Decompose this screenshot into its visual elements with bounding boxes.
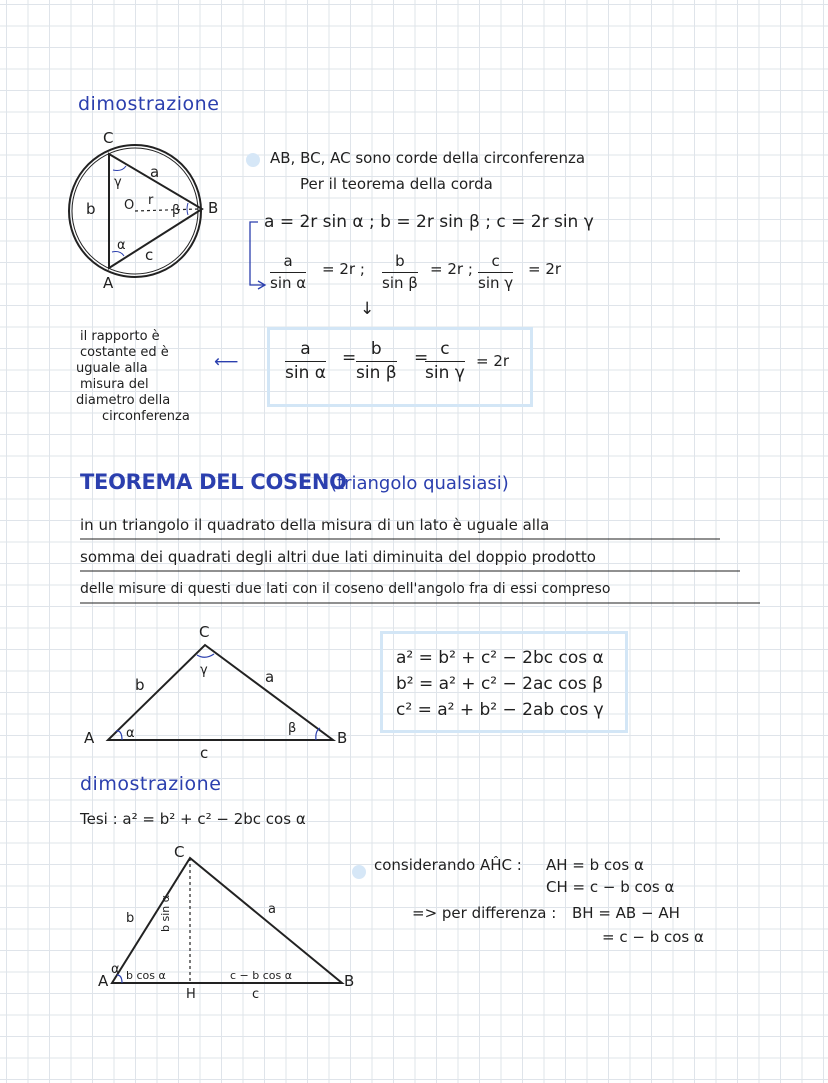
segment-ah-label: b cos α <box>126 969 166 982</box>
side-c-label-3: c <box>252 987 260 1002</box>
vertex-c-label: C <box>103 129 114 147</box>
ratio-a-den: sin α <box>270 273 307 292</box>
vertex-b-label-2: B <box>337 729 348 747</box>
angle-alpha-label-3: α <box>111 962 120 977</box>
ratio-a-num: a <box>283 252 293 270</box>
side-a-label-2: a <box>265 668 275 686</box>
cosine-formula-c: c² = a² + b² − 2ab cos γ <box>396 700 604 720</box>
side-c-label-2: c <box>200 744 209 762</box>
angle-alpha-label: α <box>117 238 126 253</box>
ratio-a-eq: = 2r ; <box>322 260 365 278</box>
angle-alpha-label-2: α <box>126 726 135 741</box>
foot-h-label: H <box>186 987 196 1002</box>
side-note-line-1: il rapporto è <box>80 329 160 344</box>
chords-note: AB, BC, AC sono corde della circonferenza <box>270 149 586 167</box>
bullet-point-2 <box>352 865 366 879</box>
proof-heading-1: dimostrazione <box>78 93 220 115</box>
radius-r-label: r <box>148 193 154 208</box>
angle-beta-label-2: β <box>288 721 297 736</box>
cosine-formula-b: b² = a² + c² − 2ac cos β <box>396 674 603 694</box>
vertex-a-label: A <box>103 274 114 292</box>
statement-line-3: delle misure di questi due lati con il coseno dell'angolo fra di essi compreso <box>80 581 611 597</box>
side-c-label: c <box>145 246 154 264</box>
boxed-d3: sin γ <box>425 362 465 383</box>
left-arrow: ⟵ <box>214 352 239 372</box>
ratio-c-eq: = 2r <box>528 260 562 278</box>
vertex-a-label-2: A <box>84 729 95 747</box>
side-note-line-6: circonferenza <box>102 409 190 424</box>
sine-law-expansion: a = 2r sin α ; b = 2r sin β ; c = 2r sin γ <box>264 212 594 232</box>
triangle-abc-3 <box>112 858 342 983</box>
statement-line-1: in un triangolo il quadrato della misura di un lato è uguale alla <box>80 516 550 534</box>
side-note-line-4: misura del <box>80 377 149 392</box>
side-b-label-3: b <box>126 911 135 926</box>
ah-equation: AH = b cos α <box>546 856 644 874</box>
down-arrow: ↓ <box>360 299 375 319</box>
vertex-a-label-3: A <box>98 972 109 990</box>
ratio-b-eq: = 2r ; <box>430 260 473 278</box>
boxed-eq2: = <box>414 348 429 368</box>
ratio-c-den: sin γ <box>478 273 514 292</box>
angle-beta-label: β <box>172 203 181 218</box>
side-note-line-3: uguale alla <box>76 361 148 376</box>
vertex-b-label: B <box>208 199 219 217</box>
side-note-line-2: costante ed è <box>80 345 169 360</box>
angle-gamma-label-2: γ <box>200 663 208 678</box>
boxed-n2: b <box>370 339 382 359</box>
ratio-b-num: b <box>395 252 405 270</box>
thesis-line: Tesi : a² = b² + c² − 2bc cos α <box>80 810 306 828</box>
ch-equation: CH = c − b cos α <box>546 878 675 896</box>
bh-equation: BH = AB − AH <box>572 904 680 922</box>
side-b-label: b <box>86 200 96 218</box>
height-label: b sin α <box>159 895 172 932</box>
side-note-line-5: diametro della <box>76 393 171 408</box>
proof-heading-2: dimostrazione <box>80 773 222 795</box>
boxed-d2: sin β <box>356 362 397 383</box>
vertex-c-label-2: C <box>199 623 210 641</box>
theorem-title: TEOREMA DEL COSENO <box>80 470 347 494</box>
bh-equation-result: = c − b cos α <box>602 928 704 946</box>
vertex-c-label-3: C <box>174 843 185 861</box>
center-o-label: O <box>124 198 135 213</box>
boxed-n3: c <box>440 339 450 359</box>
boxed-d1: sin α <box>285 362 326 383</box>
considering-label: considerando AĤC : <box>374 856 522 874</box>
theorem-subtitle: (triangolo qualsiasi) <box>330 473 509 494</box>
side-b-label-2: b <box>135 676 145 694</box>
statement-line-2: somma dei quadrati degli altri due lati diminuita del doppio prodotto <box>80 548 596 566</box>
angle-gamma-label: γ <box>114 175 122 190</box>
boxed-eq3: = 2r <box>476 352 510 370</box>
cosine-formula-a: a² = b² + c² − 2bc cos α <box>396 648 604 668</box>
chord-theorem-note: Per il teorema della corda <box>300 175 493 193</box>
side-a-label-3: a <box>268 902 276 917</box>
difference-label: => per differenza : <box>412 904 557 922</box>
ratio-b-den: sin β <box>382 273 418 292</box>
boxed-eq1: = <box>342 348 357 368</box>
ratio-c-num: c <box>491 252 500 270</box>
boxed-n1: a <box>300 339 311 359</box>
vertex-b-label-3: B <box>344 972 355 990</box>
side-a-label: a <box>150 163 160 181</box>
segment-hb-label: c − b cos α <box>230 969 292 982</box>
